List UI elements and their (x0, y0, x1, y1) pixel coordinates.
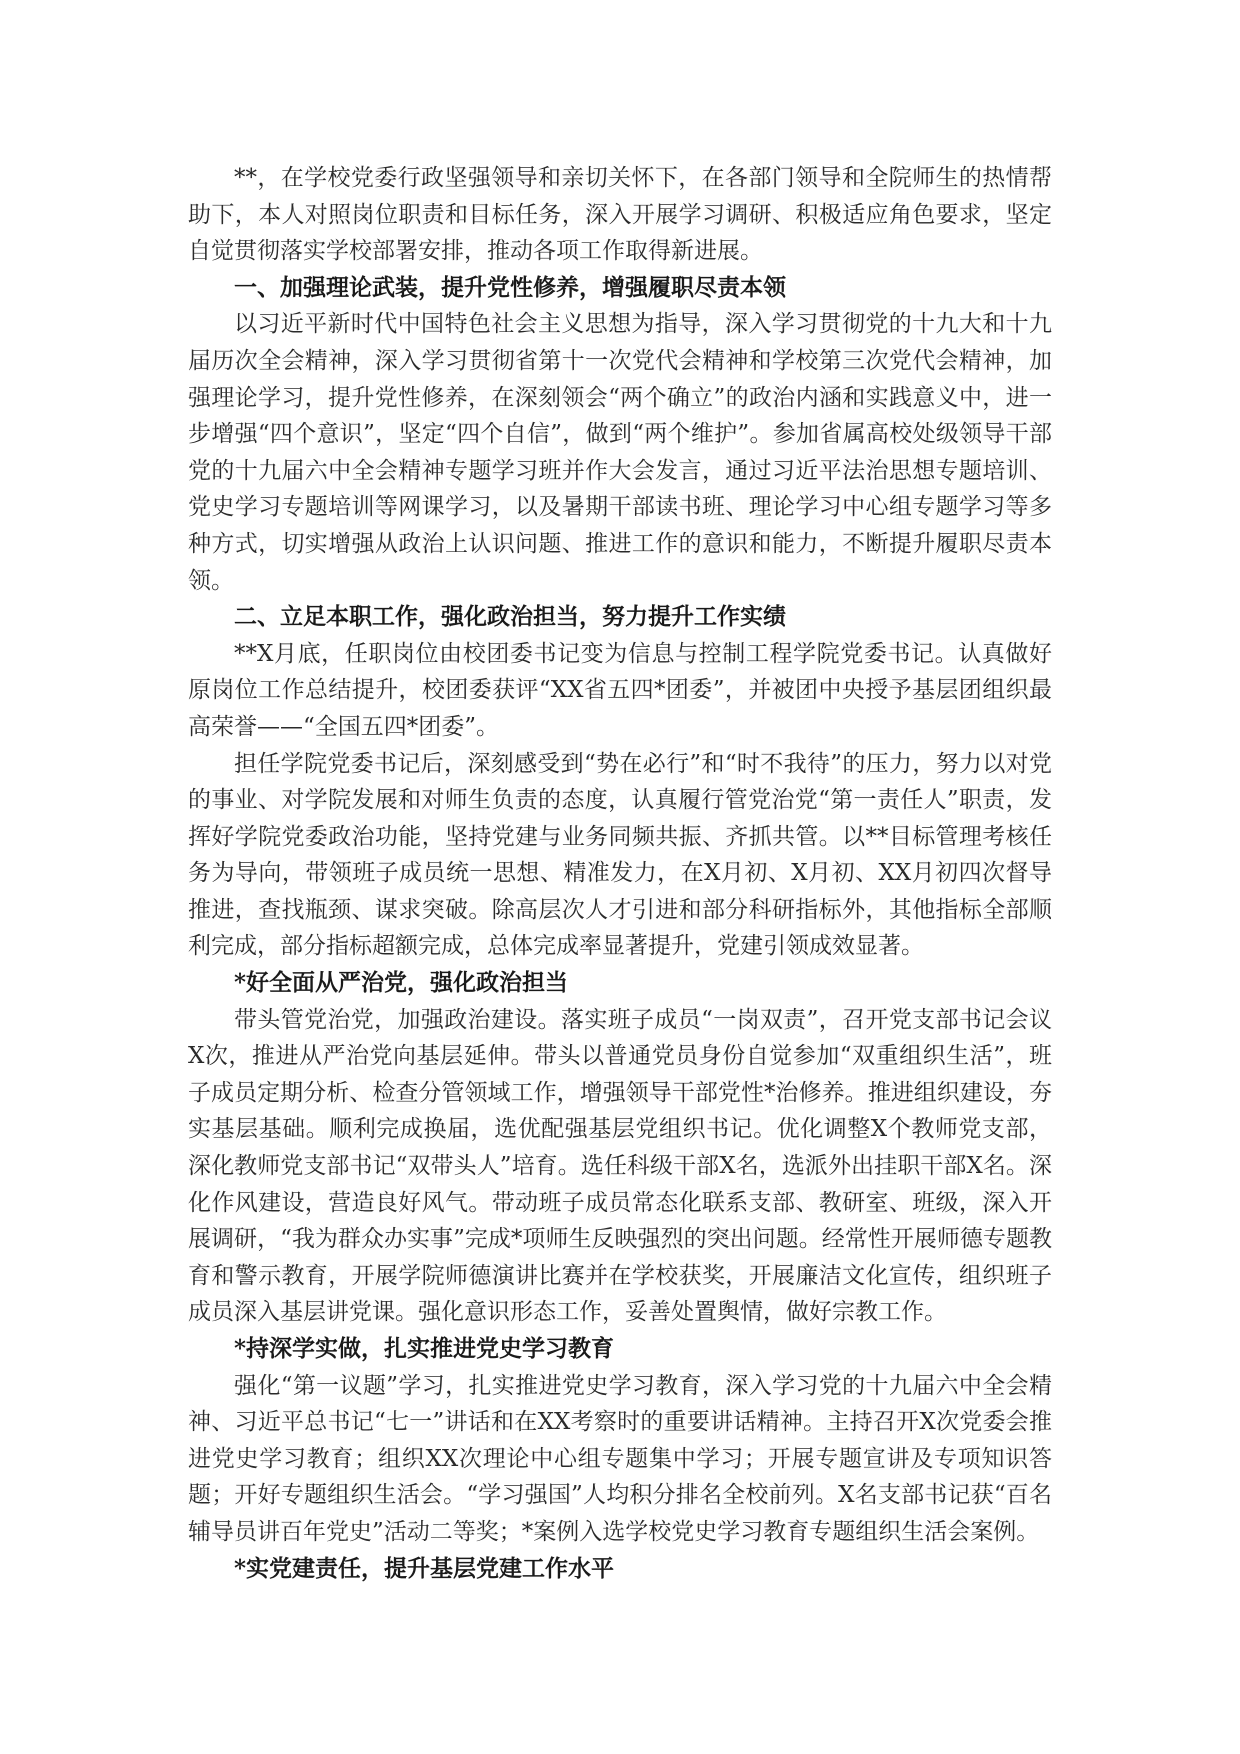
section-heading-2: 二、立足本职工作，强化政治担当，努力提升工作实绩 (234, 603, 786, 631)
intro-paragraph: **，在学校党委行政坚强领导和亲切关怀下，在各部门领导和全院师生的热情帮助下，本人对照岗位职责和目标任务，深入开展学习调研、积极适应角色要求，坚定自觉贯彻落实学校部署安排，推动各项工作取得新进展。 (188, 165, 1052, 265)
sub-heading-1: *好全面从严治党，强化政治担当 (234, 969, 569, 997)
document-body (188, 160, 1052, 1587)
section-2-paragraph-2: 担任学院党委书记后，深刻感受到“势在必行”和“时不我待”的压力，努力以对党的事业、对学院发展和对师生负责的态度，认真履行管党治党“第一责任人”职责，发挥好学院党委政治功能，坚持党建与业务同频共振、齐抓共管。以**目标管理考核任务为导向，带领班子成员统一思想、精准发力，在X月初、X月初、XX月初四次督导推进，查找瓶颈、谋求突破。除高层次人才引进和部分科研指标外，其他指标全部顺利完成，部分指标超额完成，总体完成率显著提升，党建引领成效显著。 (188, 750, 1052, 960)
section-2-paragraph-1: **X月底，任职岗位由校团委书记变为信息与控制工程学院党委书记。认真做好原岗位工作总结提升，校团委获评“XX省五四*团委”，并被团中央授予基层团组织最高荣誉——“全国五四*团委”。 (188, 640, 1052, 740)
sub-heading-2: *持深学实做，扎实推进党史学习教育 (234, 1335, 615, 1362)
sub-2-paragraph: 强化“第一议题”学习，扎实推进党史学习教育，深入学习党的十九届六中全会精神、习近平总书记“七一”讲话和在XX考察时的重要讲话精神。主持召开X次党委会推进党史学习教育；组织XX次理论中心组专题集中学习；开展专题宣讲及专项知识答题；开好专题组织生活会。“学习强国”人均积分排名全校前列。X名支部书记获“百名辅导员讲百年党史”活动二等奖；*案例入选学校党史学习教育专题组织生活会案例。 (188, 1372, 1052, 1545)
section-heading-1: 一、加强理论武装，提升党性修养，增强履职尽责本领 (234, 273, 786, 301)
sub-heading-3: *实党建责任，提升基层党建工作水平 (234, 1554, 615, 1582)
section-1-paragraph: 以习近平新时代中国特色社会主义思想为指导，深入学习贯彻党的十九大和十九届历次全会精神，深入学习贯彻省第十一次党代会精神和学校第三次党代会精神，加强理论学习，提升党性修养，在深刻领会“两个确立”的政治内涵和实践意义中，进一步增强“四个意识”，坚定“四个自信”，做到“两个维护”。参加省属高校处级领导干部党的十九届六中全会精神专题学习班并作大会发言，通过习近平法治思想专题培训、党史学习专题培训等网课学习，以及暑期干部读书班、理论学习中心组专题学习等多种方式，切实增强从政治上认识问题、推进工作的意识和能力，不断提升履职尽责本领。 (188, 311, 1052, 594)
sub-1-paragraph: 带头管党治党，加强政治建设。落实班子成员“一岗双责”，召开党支部书记会议X次，推进从严治党向基层延伸。带头以普通党员身份自觉参加“双重组织生活”，班子成员定期分析、检查分管领域工作，增强领导干部党性*治修养。推进组织建设，夯实基层基础。顺利完成换届，选优配强基层党组织书记。优化调整X个教师党支部，深化教师党支部书记“双带头人”培育。选任科级干部X名，选派外出挂职干部X名。深化作风建设，营造良好风气。带动班子成员常态化联系支部、教研室、班级，深入开展调研，“我为群众办实事”完成*项师生反映强烈的突出问题。经常性开展师德专题教育和警示教育，开展学院师德演讲比赛并在学校获奖，开展廉洁文化宣传，组织班子成员深入基层讲党课。强化意识形态工作，妥善处置舆情，做好宗教工作。 (188, 1006, 1052, 1326)
